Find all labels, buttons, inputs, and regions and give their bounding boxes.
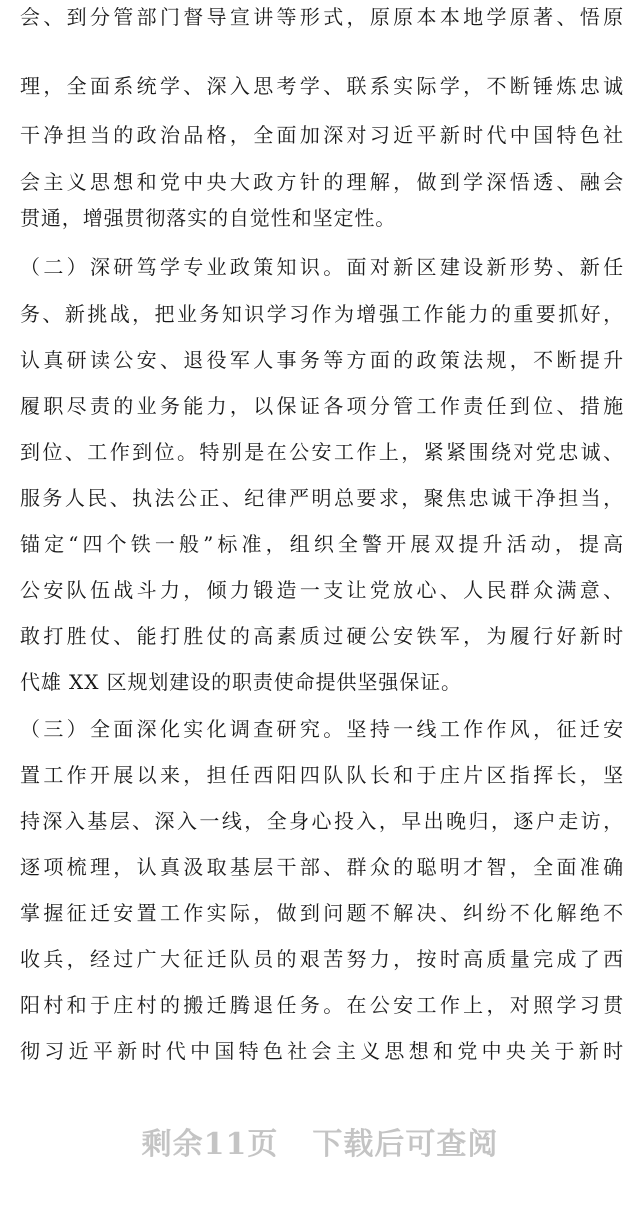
text-line: 阳村和于庄村的搬迁腾退任务。在公安工作上，对照学习贯 [20, 993, 624, 1017]
text-line: 敢打胜仗、能打胜仗的高素质过硬公安铁军，为履行好新时 [20, 624, 624, 648]
download-hint-label: 下载后可查阅 [312, 1127, 499, 1162]
text-line: 认真研读公安、退役军人事务等方面的政策法规，不断提升 [20, 348, 624, 372]
text-line: 理，全面系统学、深入思考学、联系实际学，不断锤炼忠诚 [20, 74, 624, 98]
download-banner[interactable] [0, 1120, 640, 1170]
text-line: 彻习近平新时代中国特色社会主义思想和党中央关于新时 [20, 1039, 624, 1063]
text-line: 干净担当的政治品格，全面加深对习近平新时代中国特色社 [20, 123, 624, 147]
text-line: 会、到分管部门督导宣讲等形式，原原本本地学原著、悟原 [20, 5, 624, 29]
text-line: （二）深研笃学专业政策知识。面对新区建设新形势、新任 [20, 255, 624, 279]
text-line: 到位、工作到位。特别是在公安工作上，紧紧围绕对党忠诚、 [20, 440, 624, 464]
text-line: 置工作开展以来，担任西阳四队队长和于庄片区指挥长，坚 [20, 763, 624, 787]
text-line: 履职尽责的业务能力，以保证各项分管工作责任到位、措施 [20, 394, 624, 418]
text-line: 掌握征迁安置工作实际，做到问题不解决、纠纷不化解绝不 [20, 901, 624, 925]
text-line: 代雄 XX 区规划建设的职责使命提供坚强保证。 [20, 670, 462, 694]
text-line: 逐项梳理，认真汲取基层干部、群众的聪明才智，全面准确 [20, 855, 624, 879]
text-line: 贯通，增强贯彻落实的自觉性和坚定性。 [20, 206, 397, 230]
text-line: 会主义思想和党中央大政方针的理解，做到学深悟透、融会 [20, 170, 624, 194]
text-line: 服务人民、执法公正、纪律严明总要求，聚焦忠诚干净担当， [20, 486, 624, 510]
text-line: 公安队伍战斗力，倾力锻造一支让党放心、人民群众满意、 [20, 578, 624, 602]
remaining-pages-label: 剩余11页 [141, 1127, 279, 1162]
text-line: 收兵，经过广大征迁队员的艰苦努力，按时高质量完成了西 [20, 947, 624, 971]
text-line: 锚定“四个铁一般”标准，组织全警开展双提升活动，提高 [20, 532, 624, 556]
text-line: 务、新挑战，把业务知识学习作为增强工作能力的重要抓好， [20, 302, 624, 326]
text-line: （三）全面深化实化调查研究。坚持一线工作作风，征迁安 [20, 717, 624, 741]
text-line: 持深入基层、深入一线，全身心投入，早出晚归，逐户走访， [20, 809, 624, 833]
